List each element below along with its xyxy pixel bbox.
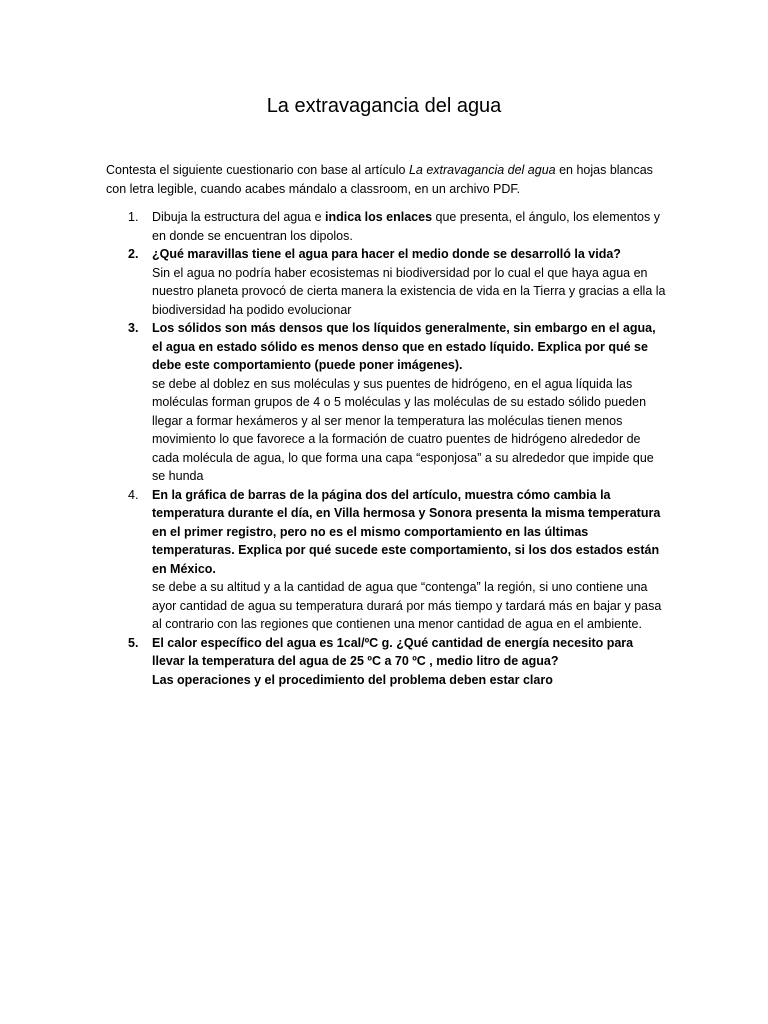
question-note: Las operaciones y el procedimiento del problema deben estar claro	[152, 672, 553, 687]
question-item-4	[106, 486, 666, 634]
question-item-5	[106, 634, 666, 690]
document-title: La extravagancia del agua	[266, 95, 502, 117]
question-text: El calor específico del agua es 1cal/ºC g. ¿Qué cantidad de energía necesito para llevar la temperatura del agua de 25 ºC a 70 ºC , medio litro de agua?	[152, 635, 634, 668]
question-number: 3.	[128, 321, 139, 335]
question-number: 4.	[128, 487, 139, 502]
question-text: En la gráfica de barras de la página dos del artículo, muestra cómo cambia la temperatura durante el día, en Villa hermosa y Sonora presenta la misma temperatura en el primer registro, pero no es el mismo comportamiento en las últimas temperaturas. Explica por qué sucede este comportamiento, si los dos estados están en México.	[152, 487, 661, 576]
intro-paragraph	[106, 161, 666, 198]
intro-text-start: Contesta el siguiente cuestionario con base al artículo	[106, 163, 409, 177]
question-text-end: que presenta, el ángulo, los elementos y en donde se encuentran los dipolos.	[152, 210, 660, 243]
answer-text: se debe a su altitud y a la cantidad de agua que “contenga” la región, si uno contiene una ayor cantidad de agua su temperatura durará por más tiempo y tardará más en bajar y pasa al contrario con las regiones que contienen una menor cantidad de agua en el ambiente.	[152, 580, 662, 631]
question-text-start: Dibuja la estructura del agua e	[152, 210, 326, 224]
answer-text: se debe al doblez en sus moléculas y sus puentes de hidrógeno, en el agua líquida las moléculas forman grupos de 4 o 5 moléculas y las moléculas de su estado sólido pueden llegar a formar hexámeros y al ser menor la temperatura las moléculas tienen menos movimiento lo que favorece a la formación de cuatro puentes de hidrógeno alrededor de cada molécula de agua, lo que forma una capa “esponjosa” a su alrededor que impide que se hunda	[152, 376, 654, 483]
question-item-1	[106, 208, 666, 245]
question-list	[106, 208, 666, 689]
question-number: 2.	[128, 247, 139, 261]
answer-text: Sin el agua no podría haber ecosistemas ni biodiversidad por lo cual el que haya agua en nuestro planeta provocó de cierta manera la existencia de vida en la Tierra y gracias a ella la biodiversidad ha podido evolucionar	[152, 265, 666, 317]
intro-text-end: en hojas blancas con letra legible, cuando acabes mándalo a classroom, en un archivo PDF.	[106, 163, 653, 196]
question-text: ¿Qué maravillas tiene el agua para hacer el medio donde se desarrolló la vida?	[152, 247, 621, 261]
question-number: 5.	[128, 635, 139, 650]
question-emphasis: indica los enlaces	[325, 210, 433, 224]
question-text: Los sólidos son más densos que los líquidos generalmente, sin embargo en el agua, el agua en estado sólido es menos denso que en estado líquido. Explica por qué se debe este comportamiento (puede poner imágenes).	[152, 321, 656, 372]
article-title: La extravagancia del agua	[408, 163, 556, 177]
question-item-2	[106, 245, 666, 319]
question-number: 1.	[128, 210, 139, 224]
question-item-3	[106, 319, 666, 486]
